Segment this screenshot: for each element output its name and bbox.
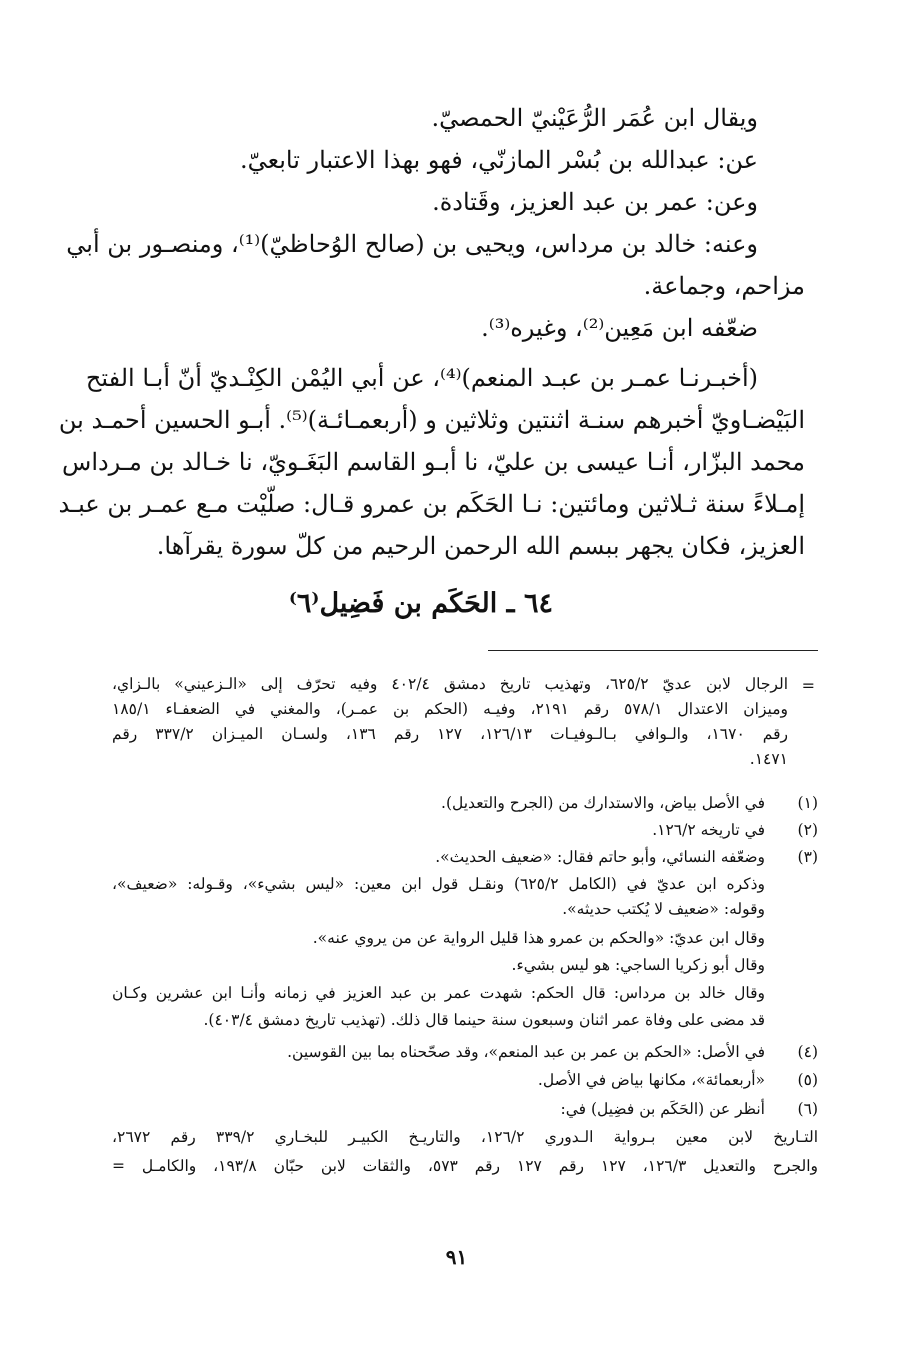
footnote-3-line-2: وذكره ابن عديّ في (الكامل ٦٢٥/٢) ونقـل قول ابن معين: «ليس بشيء»، وقـوله: «ضعيف»، <box>112 875 765 893</box>
continuation-marker: = <box>801 676 815 695</box>
main-line-5: مزاحم، وجماعة. <box>643 272 805 300</box>
footnote-number-3: (٣) <box>797 848 818 866</box>
footnote-number-6: (٦) <box>797 1100 818 1118</box>
footnote-divider <box>488 650 818 651</box>
page-number: ٩١ <box>445 1245 468 1269</box>
main-line-4: وعنه: خالد بن مرداس، ويحيى بن (صالح الوُحاظيّ)⁽¹⁾، ومنصـور بن أبي <box>66 230 758 258</box>
continuation-line-2: وميزان الاعتدال ٥٧٨/١ رقم ٢١٩١، وفيـه (الحكم بن عمـر)، والمغني في الضعفـاء ١٨٥/١ <box>112 700 788 718</box>
main-line-9: محمد البزّار، أنـا عيسى بن عليّ، نا أبـو القاسم البَغَـويّ، نا خـالد بن مـرداس <box>62 448 805 476</box>
main-line-8: البَيْضـاويّ أخبرهم سنـة اثنتين وثلاثين و (أربعمـائـة)⁽⁵⁾. أبـو الحسين أحمـد بن <box>58 406 805 434</box>
main-line-3: وعن: عمر بن عبد العزيز، وقَتادة. <box>432 188 758 216</box>
main-line-1: ويقال ابن عُمَر الرُّعَيْنيّ الحمصيّ. <box>431 104 758 132</box>
footnote-5-line-1: «أربعمائة»، مكانها بياض في الأصل. <box>537 1071 765 1089</box>
footnote-number-2: (٢) <box>797 821 818 839</box>
footnote-3-line-5: وقال أبو زكريا الساجي: هو ليس بشيء. <box>511 956 765 974</box>
footnote-3-line-3: وقوله: «ضعيف لا يُكتب حديثه». <box>562 900 765 918</box>
footnote-3-line-1: وضعّفه النسائي، وأبو حاتم فقال: «ضعيف الحديث». <box>435 848 765 866</box>
footnote-3-line-7: قد مضى على وفاة عمر اثنان وسبعون سنة حينما قال ذلك. (تهذيب تاريخ دمشق ٤٠٣/٤). <box>203 1011 765 1029</box>
main-line-6: ضعّفه ابن مَعِين⁽²⁾، وغيره⁽³⁾. <box>481 314 758 342</box>
main-line-11: العزيز، فكان يجهر ببسم الله الرحمن الرحيم من كلّ سورة يقرآها. <box>156 532 805 560</box>
footnote-3-line-4: وقال ابن عديّ: «والحكم بن عمرو هذا قليل الرواية عن من يروي عنه». <box>312 929 765 947</box>
footnote-6-line-1: أنظر عن (الحَكَم بن فضِيل) في: <box>560 1100 765 1118</box>
footnote-4-line-1: في الأصل: «الحكم بن عمر بن عبد المنعم»، وقد صحّحناه بما بين القوسين. <box>287 1043 765 1061</box>
continuation-line-4: ١٤٧١. <box>749 750 788 768</box>
footnote-6-line-2: التـاريخ لابن معين بـرواية الـدوري ١٢٦/٢، والتاريـخ الكبيـر للبخـاري ٣٣٩/٢ رقم ٢٦٧٢، <box>112 1128 818 1146</box>
continuation-line-3: رقم ١٦٧٠، والـوافي بـالـوفيـات ١٢٦/١٣، ١٢٧ رقم ١٣٦، ولسـان الميـزان ٣٣٧/٢ رقم <box>112 725 788 743</box>
main-line-10: إمـلاءً سنة ثـلاثين ومائتين: نـا الحَكَم بن عمرو قـال: صلّيْت مـع عمـر بن عبـد <box>58 490 805 518</box>
entry-heading: ٦٤ ـ الحَكَم بن فَضِيل⁽٦⁾ <box>288 588 553 619</box>
main-line-7: (أخبـرنـا عمـر بن عبـد المنعم)⁽⁴⁾، عن أبي اليُمْن الكِنْـديّ أنّ أبـا الفتح <box>85 364 758 392</box>
footnote-number-5: (٥) <box>797 1071 818 1089</box>
footnote-3-line-6: وقال خالد بن مرداس: قال الحكم: شهدت عمر بن عبد العزيز في زمانه وأنـا ابن عشرين وكـان <box>112 984 765 1002</box>
footnote-6-line-3: والجرح والتعديل ١٢٦/٣، ١٢٧ رقم ١٢٧ رقم ٥٧٣، والثقات لابن حبّان ١٩٣/٨، والكامـل = <box>112 1157 818 1175</box>
footnote-number-4: (٤) <box>797 1043 818 1061</box>
footnote-2-line-1: في تاريخه ١٢٦/٢. <box>652 821 765 839</box>
footnote-1-line-1: في الأصل بياض، والاستدارك من (الجرح والتعديل). <box>441 794 765 812</box>
footnote-number-1: (١) <box>797 794 818 812</box>
main-line-2: عن: عبدالله بن بُسْر المازنّي، فهو بهذا الاعتبار تابعيّ. <box>239 146 758 174</box>
continuation-line-1: الرجال لابن عديّ ٦٢٥/٢، وتهذيب تاريخ دمشق ٤٠٢/٤ وفيه تحرّف إلى «الـزعيني» بالـزاي، <box>112 675 788 693</box>
